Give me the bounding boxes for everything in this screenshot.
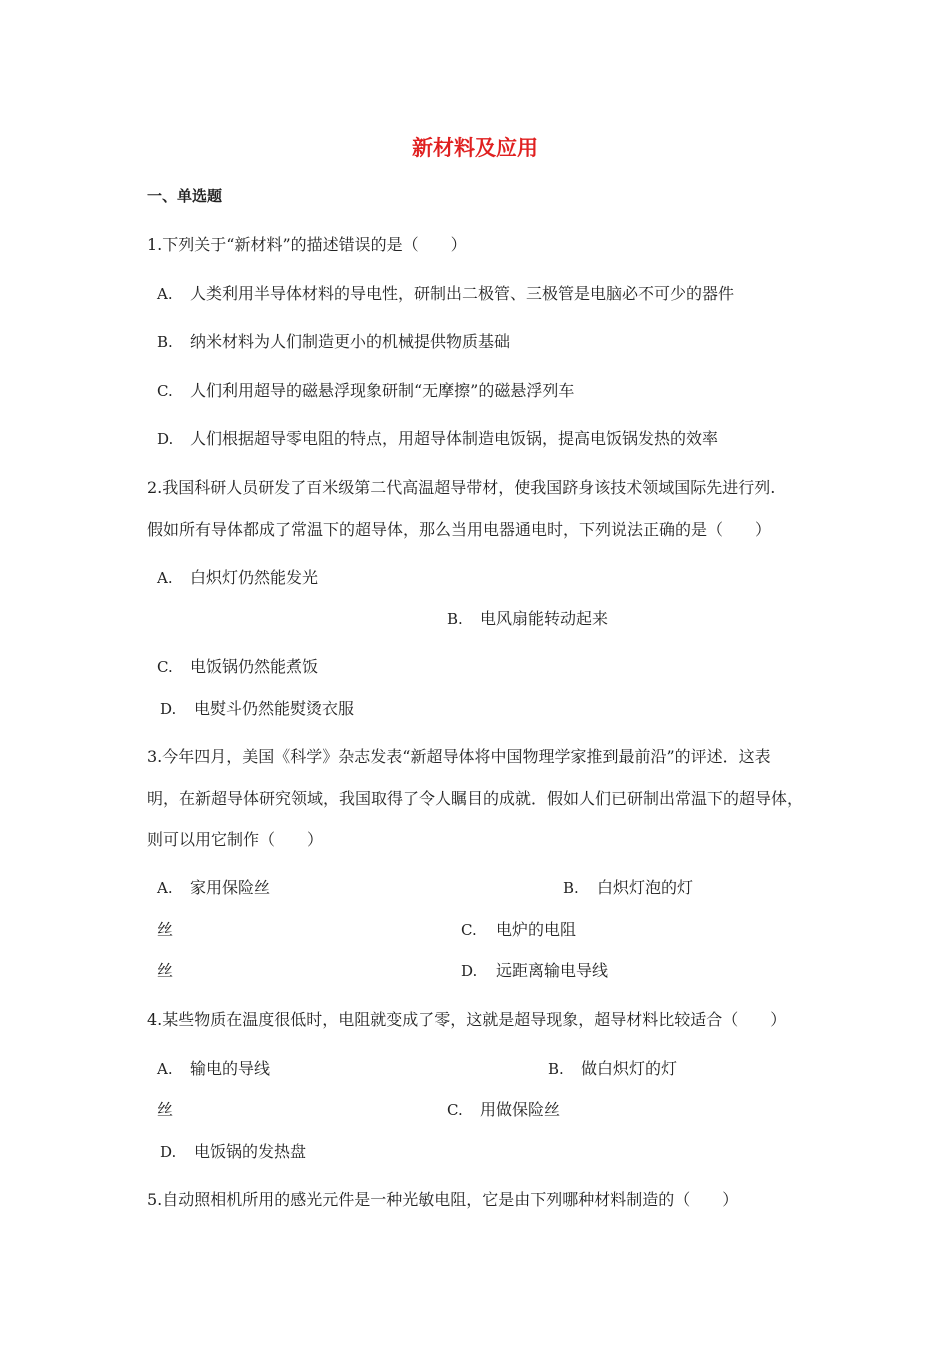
q1-option-d-text: 人们根据超导零电阻的特点，用超导体制造电饭锅，提高电饭锅发热的效率	[190, 429, 719, 448]
q2-option-d-label: D.	[160, 700, 177, 718]
q3-option-c-text: 电炉的电阻	[496, 920, 577, 939]
q1-option-c-label: C.	[157, 382, 173, 400]
q3-option-a-text: 家用保险丝	[190, 878, 271, 897]
q4-option-b-text: 做白炽灯的灯	[581, 1059, 678, 1078]
q1-option-c-text: 人们利用超导的磁悬浮现象研制“无摩擦”的磁悬浮列车	[190, 381, 575, 400]
question-3-stem-line-2: 明，在新超导体研究领域，我国取得了令人瞩目的成就．假如人们已研制出常温下的超导体，	[147, 789, 804, 808]
q3-option-b-label: B.	[563, 879, 579, 897]
q2-option-b-text: 电风扇能转动起来	[480, 609, 609, 628]
q3-option-b-text: 白炽灯泡的灯	[597, 878, 694, 897]
q3-option-d-text: 远距离输电导线	[496, 961, 609, 980]
q2-option-c-text: 电饭锅仍然能煮饭	[190, 657, 319, 676]
question-2-stem-line-1: 2.我国科研人员研发了百米级第二代高温超导带材，使我国跻身该技术领域国际先进行列.	[147, 478, 776, 497]
question-3-stem-line-1: 3.今年四月，美国《科学》杂志发表“新超导体将中国物理学家推到最前沿”的评述．这表	[147, 747, 771, 766]
section-heading: 一、单选题	[147, 187, 223, 205]
q3-option-c-label: C.	[461, 921, 477, 939]
q4-option-b-label: B.	[548, 1060, 564, 1078]
q3-option-c-continuation: 丝	[157, 961, 174, 980]
q1-option-a-label: A.	[157, 285, 173, 303]
q3-option-b-continuation: 丝	[157, 920, 174, 939]
q4-option-d-label: D.	[160, 1143, 177, 1161]
q2-option-d-text: 电熨斗仍然能熨烫衣服	[194, 699, 355, 718]
q3-option-d-label: D.	[461, 962, 478, 980]
q2-option-a-label: A.	[157, 569, 173, 587]
q1-option-a-text: 人类利用半导体材料的导电性，研制出二极管、三极管是电脑必不可少的器件	[190, 284, 735, 303]
q1-option-d-label: D.	[157, 430, 174, 448]
q4-option-c-label: C.	[447, 1101, 463, 1119]
q2-option-c-label: C.	[157, 658, 173, 676]
q2-option-a-text: 白炽灯仍然能发光	[190, 568, 319, 587]
q4-option-a-label: A.	[157, 1060, 173, 1078]
question-2-stem-line-2: 假如所有导体都成了常温下的超导体，那么当用电器通电时，下列说法正确的是（ ）	[147, 520, 772, 539]
q1-option-b-label: B.	[157, 333, 173, 351]
q3-option-a-label: A.	[157, 879, 173, 897]
q4-option-a-text: 输电的导线	[190, 1059, 271, 1078]
question-3-stem-line-3: 则可以用它制作（ ）	[147, 830, 324, 849]
q1-option-b-text: 纳米材料为人们制造更小的机械提供物质基础	[190, 332, 511, 351]
page-title: 新材料及应用	[412, 136, 538, 160]
q4-option-c-text: 用做保险丝	[480, 1100, 561, 1119]
q4-option-d-text: 电饭锅的发热盘	[194, 1142, 307, 1161]
q4-option-b-continuation: 丝	[157, 1100, 174, 1119]
question-5-stem: 5.自动照相机所用的感光元件是一种光敏电阻，它是由下列哪种材料制造的（ ）	[147, 1190, 739, 1209]
q2-option-b-label: B.	[447, 610, 463, 628]
question-1-stem: 1.下列关于“新材料”的描述错误的是（ ）	[147, 235, 467, 254]
question-4-stem: 4.某些物质在温度很低时，电阻就变成了零，这就是超导现象，超导材料比较适合（ ）	[147, 1010, 787, 1029]
